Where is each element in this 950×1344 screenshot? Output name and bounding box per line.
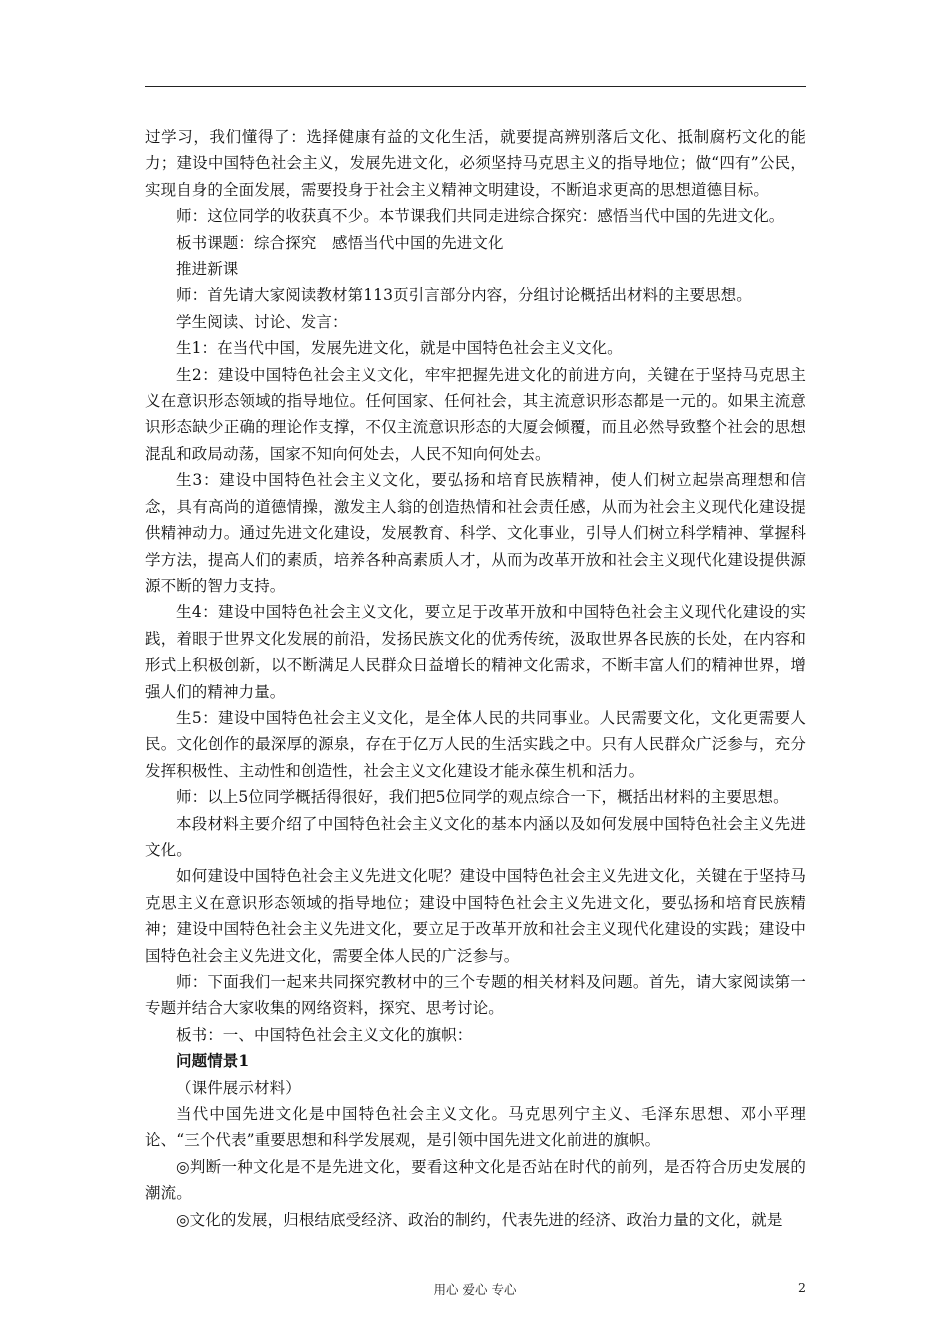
paragraph-courseware-note: （课件展示材料） [176,1078,301,1097]
paragraph-student-activity: 学生阅读、讨论、发言： [176,312,348,331]
paragraph-blackboard-title: 板书课题：综合探究 感悟当代中国的先进文化 [176,233,504,252]
paragraph-new-lesson: 推进新课 [176,260,239,279]
paragraph-continuation: 过学习，我们懂得了：选择健康有益的文化生活，就要提高辨别落后文化、抵制腐朽文化的能力；建设中国特色社会主义，发展先进文化，必须坚持马克思主义的指导地位；做“四有”公民，实现自身的全面发展，需要投身于社会主义精神文明建设，不断追求更高的思想道德目标。 [145,128,806,199]
paragraph-teacher-instruction: 师：首先请大家阅读教材第113页引言部分内容，分组讨论概括出材料的主要思想。 [176,286,752,305]
paragraph-culture-development: ◎文化的发展，归根结底受经济、政治的制约，代表先进的经济、政治力量的文化，就是 [176,1210,783,1229]
paragraph-student-3: 生3：建设中国特色社会主义文化，要弘扬和培育民族精神，使人们树立起崇高理想和信念，具有高尚的道德情操，激发主人翁的创造热情和社会责任感，从而为社会主义现代化建设提供精神动力。通过先进文化建设，发展教育、科学、文化事业，引导人们树立科学精神、掌握科学方法，提高人们的素质，培养各种高素质人才，从而为改革开放和社会主义现代化建设提供源源不断的智力支持。 [145,471,806,595]
paragraph-student-4: 生4：建设中国特色社会主义文化，要立足于改革开放和中国特色社会主义现代化建设的实践，着眼于世界文化发展的前沿，发扬民族文化的优秀传统，汲取世界各民族的长处，在内容和形式上积极创新，以不断满足人民群众日益增长的精神文化需求，不断丰富人们的精神世界，增强人们的精神力量。 [145,603,806,701]
footer-slogan: 用心 爱心 专心 [433,1282,517,1297]
paragraph-teacher-summary: 师：这位同学的收获真不少。本节课我们共同走进综合探究：感悟当代中国的先进文化。 [176,207,785,226]
paragraph-material-summary: 本段材料主要介绍了中国特色社会主义文化的基本内涵以及如何发展中国特色社会主义先进文化。 [145,814,806,859]
paragraph-student-5: 生5：建设中国特色社会主义文化，是全体人民的共同事业。人民需要文化，文化更需要人民。文化创作的最深厚的源泉，存在于亿万人民的生活实践之中。只有人民群众广泛参与，充分发挥积极性、主动性和创造性，社会主义文化建设才能永葆生机和活力。 [145,708,806,780]
document-body [145,124,806,1233]
paragraph-teacher-comment: 师：以上5位同学概括得很好，我们把5位同学的观点综合一下，概括出材料的主要思想。 [176,788,789,807]
paragraph-blackboard-section: 板书：一、中国特色社会主义文化的旗帜： [176,1025,473,1044]
paragraph-problem-scenario-heading: 问题情景1 [176,1051,250,1071]
page-number: 2 [798,1280,806,1295]
paragraph-student-2: 生2：建设中国特色社会主义文化，牢牢把握先进文化的前进方向，关键在于坚持马克思主义在意识形态领域的指导地位。任何国家、任何社会，其主流意识形态都是一元的。如果主流意识形态缺少正确的理论作支撑，不仅主流意识形态的大厦会倾覆，而且必然导致整个社会的思想混乱和政局动荡，国家不知向何处去，人民不知向何处去。 [145,365,806,463]
paragraph-teacher-next: 师：下面我们一起来共同探究教材中的三个专题的相关材料及问题。首先，请大家阅读第一专题并结合大家收集的网络资料，探究、思考讨论。 [145,973,806,1018]
paragraph-student-1: 生1：在当代中国，发展先进文化，就是中国特色社会主义文化。 [176,339,623,358]
paragraph-advanced-culture: 当代中国先进文化是中国特色社会主义文化。马克思列宁主义、毛泽东思想、邓小平理论、“三个代表”重要思想和科学发展观，是引领中国先进文化前进的旗帜。 [145,1105,806,1150]
header-rule [145,86,806,87]
paragraph-how-to-build: 如何建设中国特色社会主义先进文化呢？建设中国特色社会主义先进文化，关键在于坚持马克思主义在意识形态领域的指导地位；建设中国特色社会主义先进文化，要弘扬和培育民族精神；建设中国特色社会主义先进文化，要立足于改革开放和社会主义现代化建设的实践；建设中国特色社会主义先进文化，需要全体人民的广泛参与。 [145,867,806,965]
paragraph-judge-culture: ◎判断一种文化是不是先进文化，要看这种文化是否站在时代的前列，是否符合历史发展的潮流。 [145,1157,806,1203]
